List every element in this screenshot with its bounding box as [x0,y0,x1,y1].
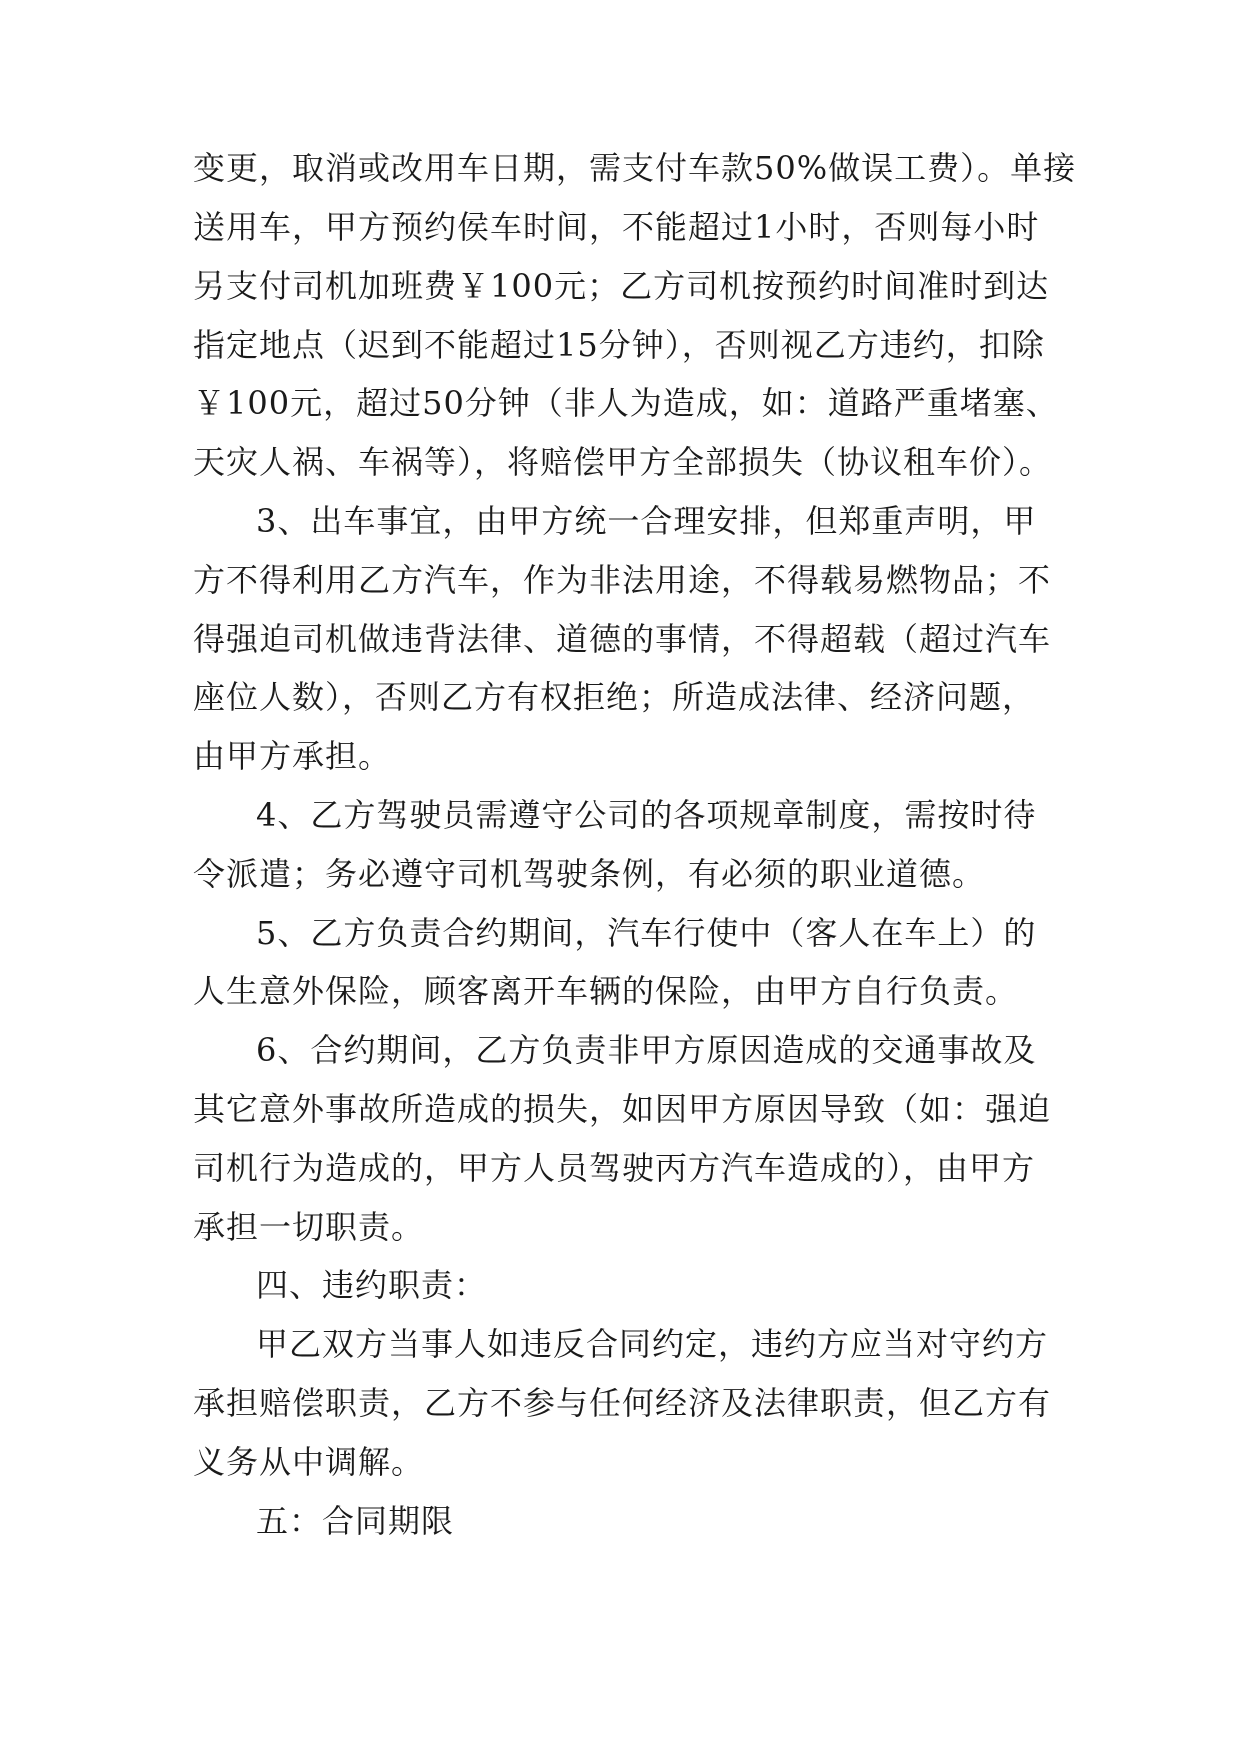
section-heading-breach: 四、违约职责： [256,1266,488,1304]
text-line: 人生意外保险，顾客离开车辆的保险，由甲方自行负责。 [193,972,1019,1010]
text-line: 送用车，甲方预约侯车时间，不能超过1小时，否则每小时 [193,208,1040,246]
text-line: 座位人数），否则乙方有权拒绝；所造成法律、经济问题， [193,678,1036,716]
text-line: 由甲方承担。 [193,737,392,775]
text-line: 天灾人祸、车祸等），将赔偿甲方全部损失（协议租车价）。 [193,443,1053,481]
text-line: 司机行为造成的，甲方人员驾驶丙方汽车造成的），由甲方 [193,1149,1036,1187]
paragraph-breach-start: 甲乙双方当事人如违反合同约定，违约方应当对守约方 [256,1325,1049,1363]
text-line: 指定地点（迟到不能超过15分钟），否则视乙方违约，扣除 [193,326,1045,364]
text-line: 方不得利用乙方汽车，作为非法用途，不得载易燃物品；不 [193,561,1052,599]
paragraph-6-start: 6、合约期间，乙方负责非甲方原因造成的交通事故及 [256,1031,1037,1069]
text-line: 承担赔偿职责，乙方不参与任何经济及法律职责，但乙方有 [193,1384,1052,1422]
text-line: ￥100元，超过50分钟（非人为造成，如：道路严重堵塞、 [193,384,1059,422]
paragraph-4-start: 4、乙方驾驶员需遵守公司的各项规章制度，需按时待 [256,796,1037,834]
text-line: 变更，取消或改用车日期，需支付车款50%做误工费）。单接 [193,149,1077,187]
paragraph-3-start: 3、出车事宜，由甲方统一合理安排，但郑重声明，甲 [256,502,1037,540]
text-line: 另支付司机加班费￥100元；乙方司机按预约时间准时到达 [193,267,1050,305]
section-heading-term: 五：合同期限 [256,1502,455,1540]
text-line: 令派遣；务必遵守司机驾驶条例，有必须的职业道德。 [193,855,986,893]
paragraph-5-start: 5、乙方负责合约期间，汽车行使中（客人在车上）的 [256,914,1037,952]
text-line: 其它意外事故所造成的损失，如因甲方原因导致（如：强迫 [193,1090,1052,1128]
text-line: 得强迫司机做违背法律、道德的事情，不得超载（超过汽车 [193,620,1052,658]
text-line: 承担一切职责。 [193,1208,425,1246]
text-line: 义务从中调解。 [193,1443,425,1481]
